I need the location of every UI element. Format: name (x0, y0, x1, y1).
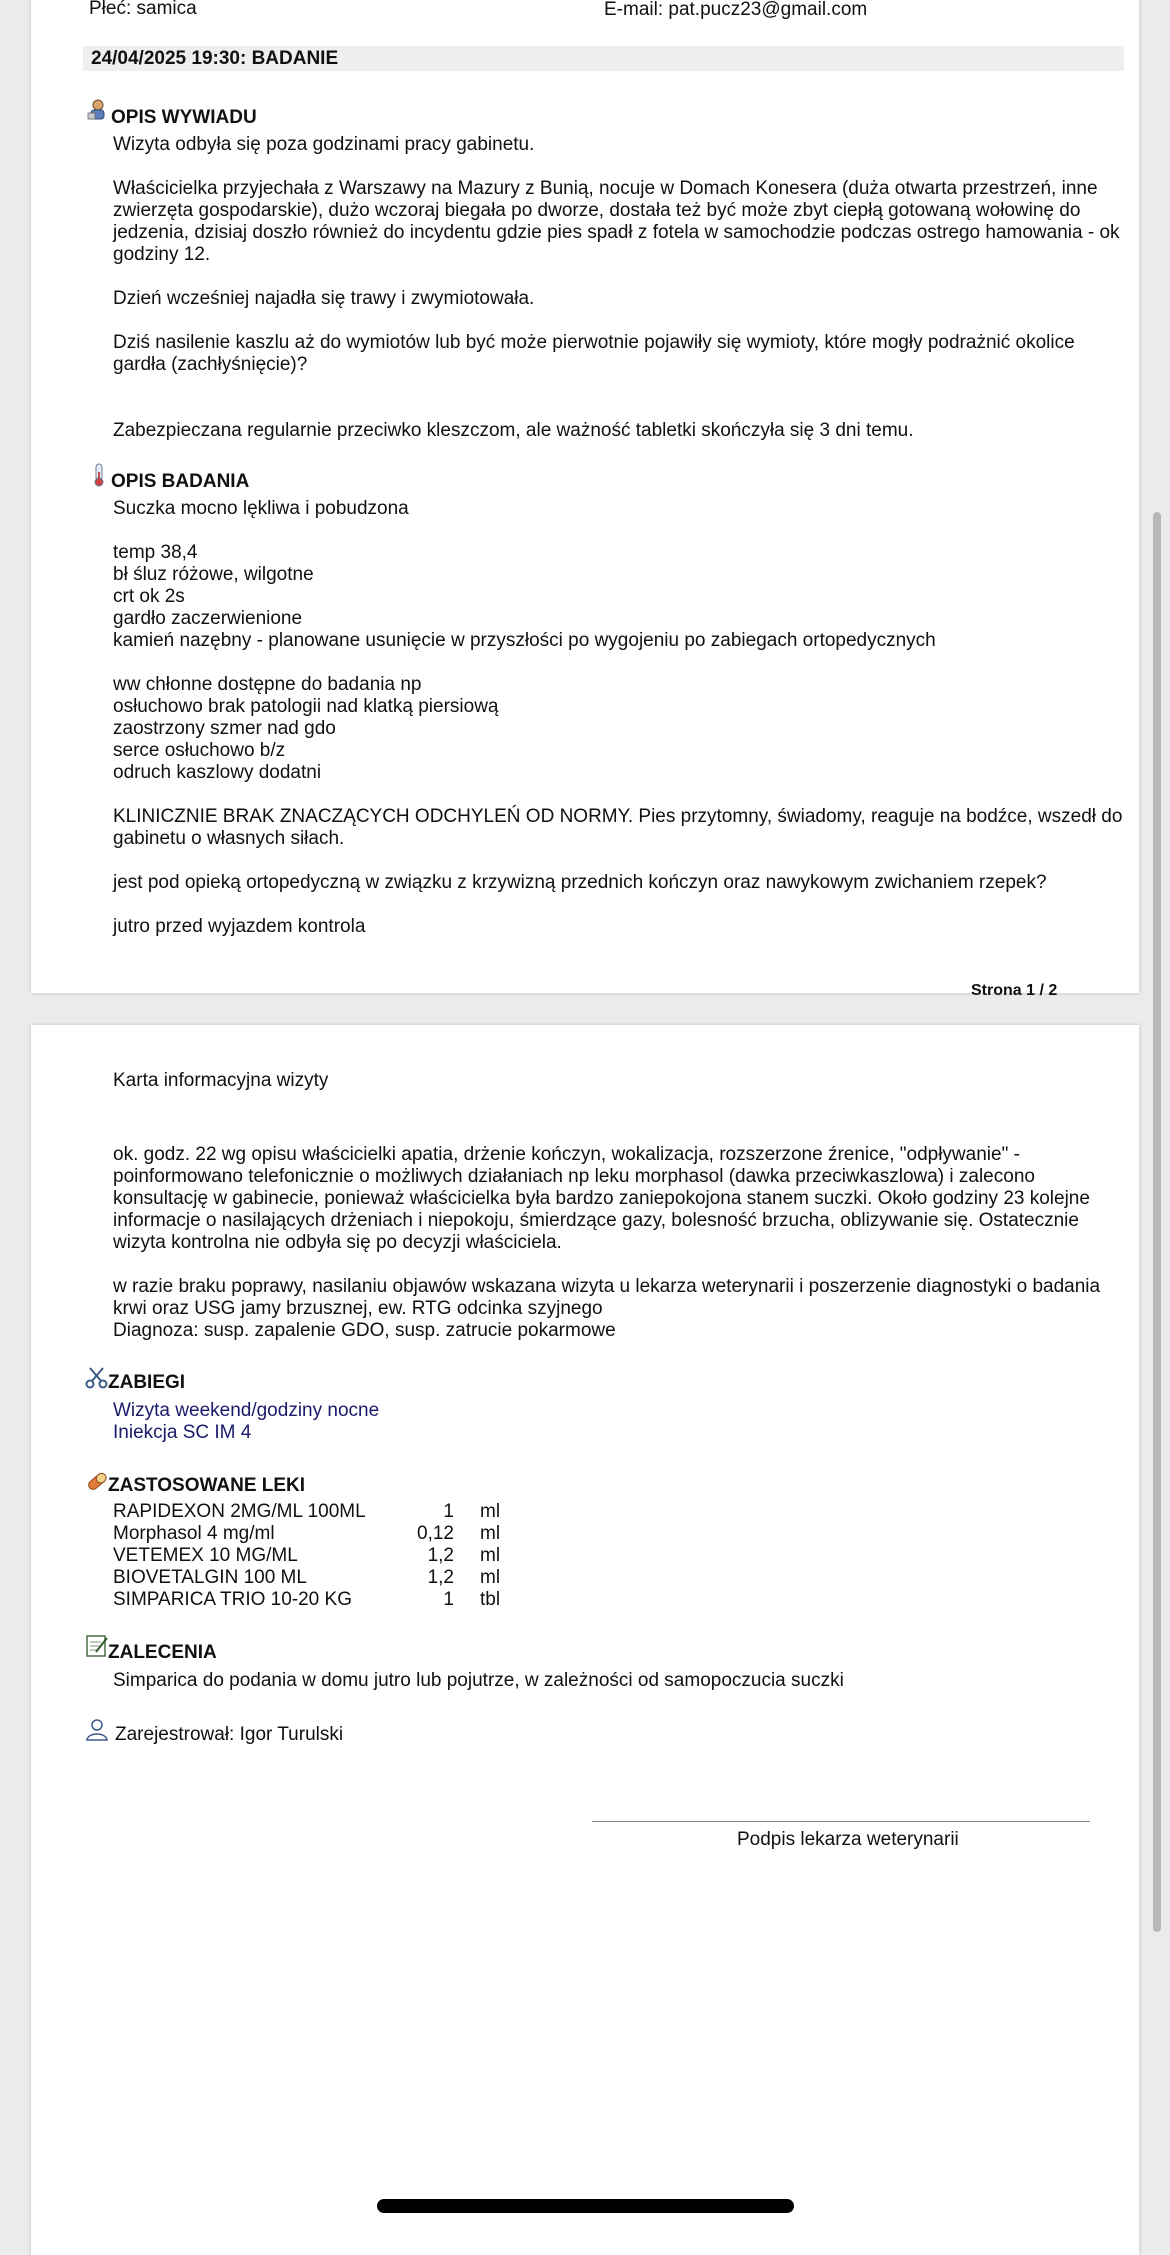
scissors-icon (84, 1365, 110, 1391)
document-page-2 (31, 1025, 1139, 2255)
medication-unit: tbl (480, 1589, 501, 1610)
medication-qty: 1 (443, 1589, 454, 1610)
exam-title: OPIS BADANIA (111, 471, 250, 492)
medication-unit: ml (480, 1545, 501, 1566)
medication-name: BIOVETALGIN 100 ML (113, 1567, 307, 1588)
scrollbar-thumb[interactable] (1153, 512, 1161, 1932)
exam-finding: kamień nazębny - planowane usunięcie w przyszłości po wygojeniu po zabiegach ortopedycznych (113, 630, 936, 651)
page-number: Strona 1 / 2 (971, 982, 1058, 999)
procedures-title: ZABIEGI (108, 1372, 186, 1393)
medications-title: ZASTOSOWANE LEKI (108, 1475, 306, 1496)
exam-finding: bł śluz różowe, wilgotne (113, 564, 314, 585)
medication-name: Morphasol 4 mg/ml (113, 1523, 275, 1544)
exam-finding: osłuchowo brak patologii nad klatką piersiową (113, 696, 499, 717)
procedure-item: Iniekcja SC IM 4 (113, 1422, 252, 1443)
user-icon (84, 1717, 110, 1743)
exam-finding: crt ok 2s (113, 586, 185, 607)
medication-name: SIMPARICA TRIO 10-20 KG (113, 1589, 352, 1610)
followup-text: ok. godz. 22 wg opisu właścicielki apatia, drżenie kończyn, wokalizacja, rozszerzone źrenice, "odpływanie" - poinformowano telefonicznie o możliwych działaniach np leku morphasol (dawka przeciwkaszlowa) i zalecono konsultację w gabinecie, ponieważ właścicielka była bardzo zaniepokojona stanem suczki. Około godziny 23 kolejne informacje o nasilających drżeniach i niepokoju, śmierdzące gazy, bolesność brzucha, oblizywanie się. Ostatecznie wizyta kontrolna nie odbyła się po decyzji właściciela. (113, 1144, 1090, 1253)
document-title: Karta informacyjna wizyty (113, 1070, 329, 1091)
followup-body (113, 1144, 1123, 1342)
medication-qty: 1,2 (427, 1545, 454, 1566)
exam-finding: temp 38,4 (113, 542, 198, 563)
interview-paragraph: Zabezpieczana regularnie przeciwko kleszczom, ale ważność tabletki skończyła się 3 dni temu. (113, 420, 914, 441)
exam-intro: Suczka mocno lękliwa i pobudzona (113, 498, 409, 519)
medication-unit: ml (480, 1501, 501, 1522)
exam-summary: KLINICZNIE BRAK ZNACZĄCYCH ODCHYLEŃ OD NORMY. Pies przytomny, świadomy, reaguje na bodźce, wszedł do gabinetu o własnych siłach. (113, 806, 1123, 849)
visit-header-bar (83, 46, 1124, 71)
interview-body (113, 134, 1123, 442)
medication-unit: ml (480, 1567, 501, 1588)
medication-qty: 1 (443, 1501, 454, 1522)
document-page-1 (31, 0, 1139, 999)
home-indicator[interactable] (377, 2199, 794, 2213)
exam-control-note: jutro przed wyjazdem kontrola (113, 916, 366, 937)
exam-finding: odruch kaszlowy dodatni (113, 762, 322, 783)
exam-body (113, 498, 1123, 938)
medication-name: VETEMEX 10 MG/ML (113, 1545, 298, 1566)
medication-qty: 1,2 (427, 1567, 454, 1588)
medication-row (113, 1523, 500, 1545)
exam-ortho-note: jest pod opieką ortopedyczną w związku z krzywizną przednich kończyn oraz nawykowym zwichaniem rzepek? (113, 872, 1047, 893)
interview-paragraph: Dziś nasilenie kaszlu aż do wymiotów lub być może pierwotnie pojawiły się wymioty, które mogły podrażnić okolice gardła (zachłyśnięcie)? (113, 332, 1075, 375)
diagnosis-text: Diagnoza: susp. zapalenie GDO, susp. zatrucie pokarmowe (113, 1320, 616, 1341)
exam-finding: gardło zaczerwienione (113, 608, 303, 629)
medication-row (113, 1567, 500, 1589)
procedure-item: Wizyta weekend/godziny nocne (113, 1400, 380, 1421)
signature-line (592, 1821, 1090, 1822)
medication-row (113, 1545, 500, 1567)
registered-by: Zarejestrował: Igor Turulski (115, 1724, 344, 1745)
medication-unit: ml (480, 1523, 501, 1544)
thermometer-icon (86, 462, 112, 488)
medication-qty: 0,12 (417, 1523, 454, 1544)
interview-person-icon (84, 98, 110, 124)
notepad-icon (84, 1633, 110, 1659)
recommendations-text: Simparica do podania w domu jutro lub pojutrze, w zależności od samopoczucia suczki (113, 1670, 844, 1691)
interview-paragraph: Właścicielka przyjechała z Warszawy na Mazury z Bunią, nocuje w Domach Konesera (duża otwarta przestrzeń, inne zwierzęta gospodarskie), dużo wczoraj biegała po dworze, dostała też być może zbyt ciepłą gotowaną wołowinę do jedzenia, dzisiaj doszło również do incydentu gdzie pies spadł z fotela w samochodzie podczas ostrego hamowania - ok godziny 12. (113, 178, 1120, 265)
interview-title: OPIS WYWIADU (111, 107, 257, 128)
medications-table (113, 1501, 500, 1611)
interview-paragraph: Dzień wcześniej najadła się trawy i zwymiotowała. (113, 288, 535, 309)
exam-finding: ww chłonne dostępne do badania np (113, 674, 422, 695)
recommendations-title: ZALECENIA (108, 1642, 217, 1663)
patient-sex: Płeć: samica (89, 0, 197, 19)
medication-row (113, 1589, 500, 1611)
exam-finding: zaostrzony szmer nad gdo (113, 718, 336, 739)
visit-header: 24/04/2025 19:30: BADANIE (91, 48, 339, 69)
medication-name: RAPIDEXON 2MG/ML 100ML (113, 1501, 366, 1522)
patient-email: E-mail: pat.pucz23@gmail.com (604, 0, 868, 20)
procedures-list (113, 1400, 1123, 1444)
advice-text: w razie braku poprawy, nasilaniu objawów wskazana wizyta u lekarza weterynarii i poszerzenie diagnostyki o badania krwi oraz USG jamy brzusznej, ew. RTG odcinka szyjnego (113, 1276, 1101, 1319)
signature-label: Podpis lekarza weterynarii (737, 1829, 959, 1850)
medication-row (113, 1501, 500, 1523)
pill-icon (84, 1468, 110, 1494)
exam-finding: serce osłuchowo b/z (113, 740, 286, 761)
interview-paragraph: Wizyta odbyła się poza godzinami pracy gabinetu. (113, 134, 535, 155)
